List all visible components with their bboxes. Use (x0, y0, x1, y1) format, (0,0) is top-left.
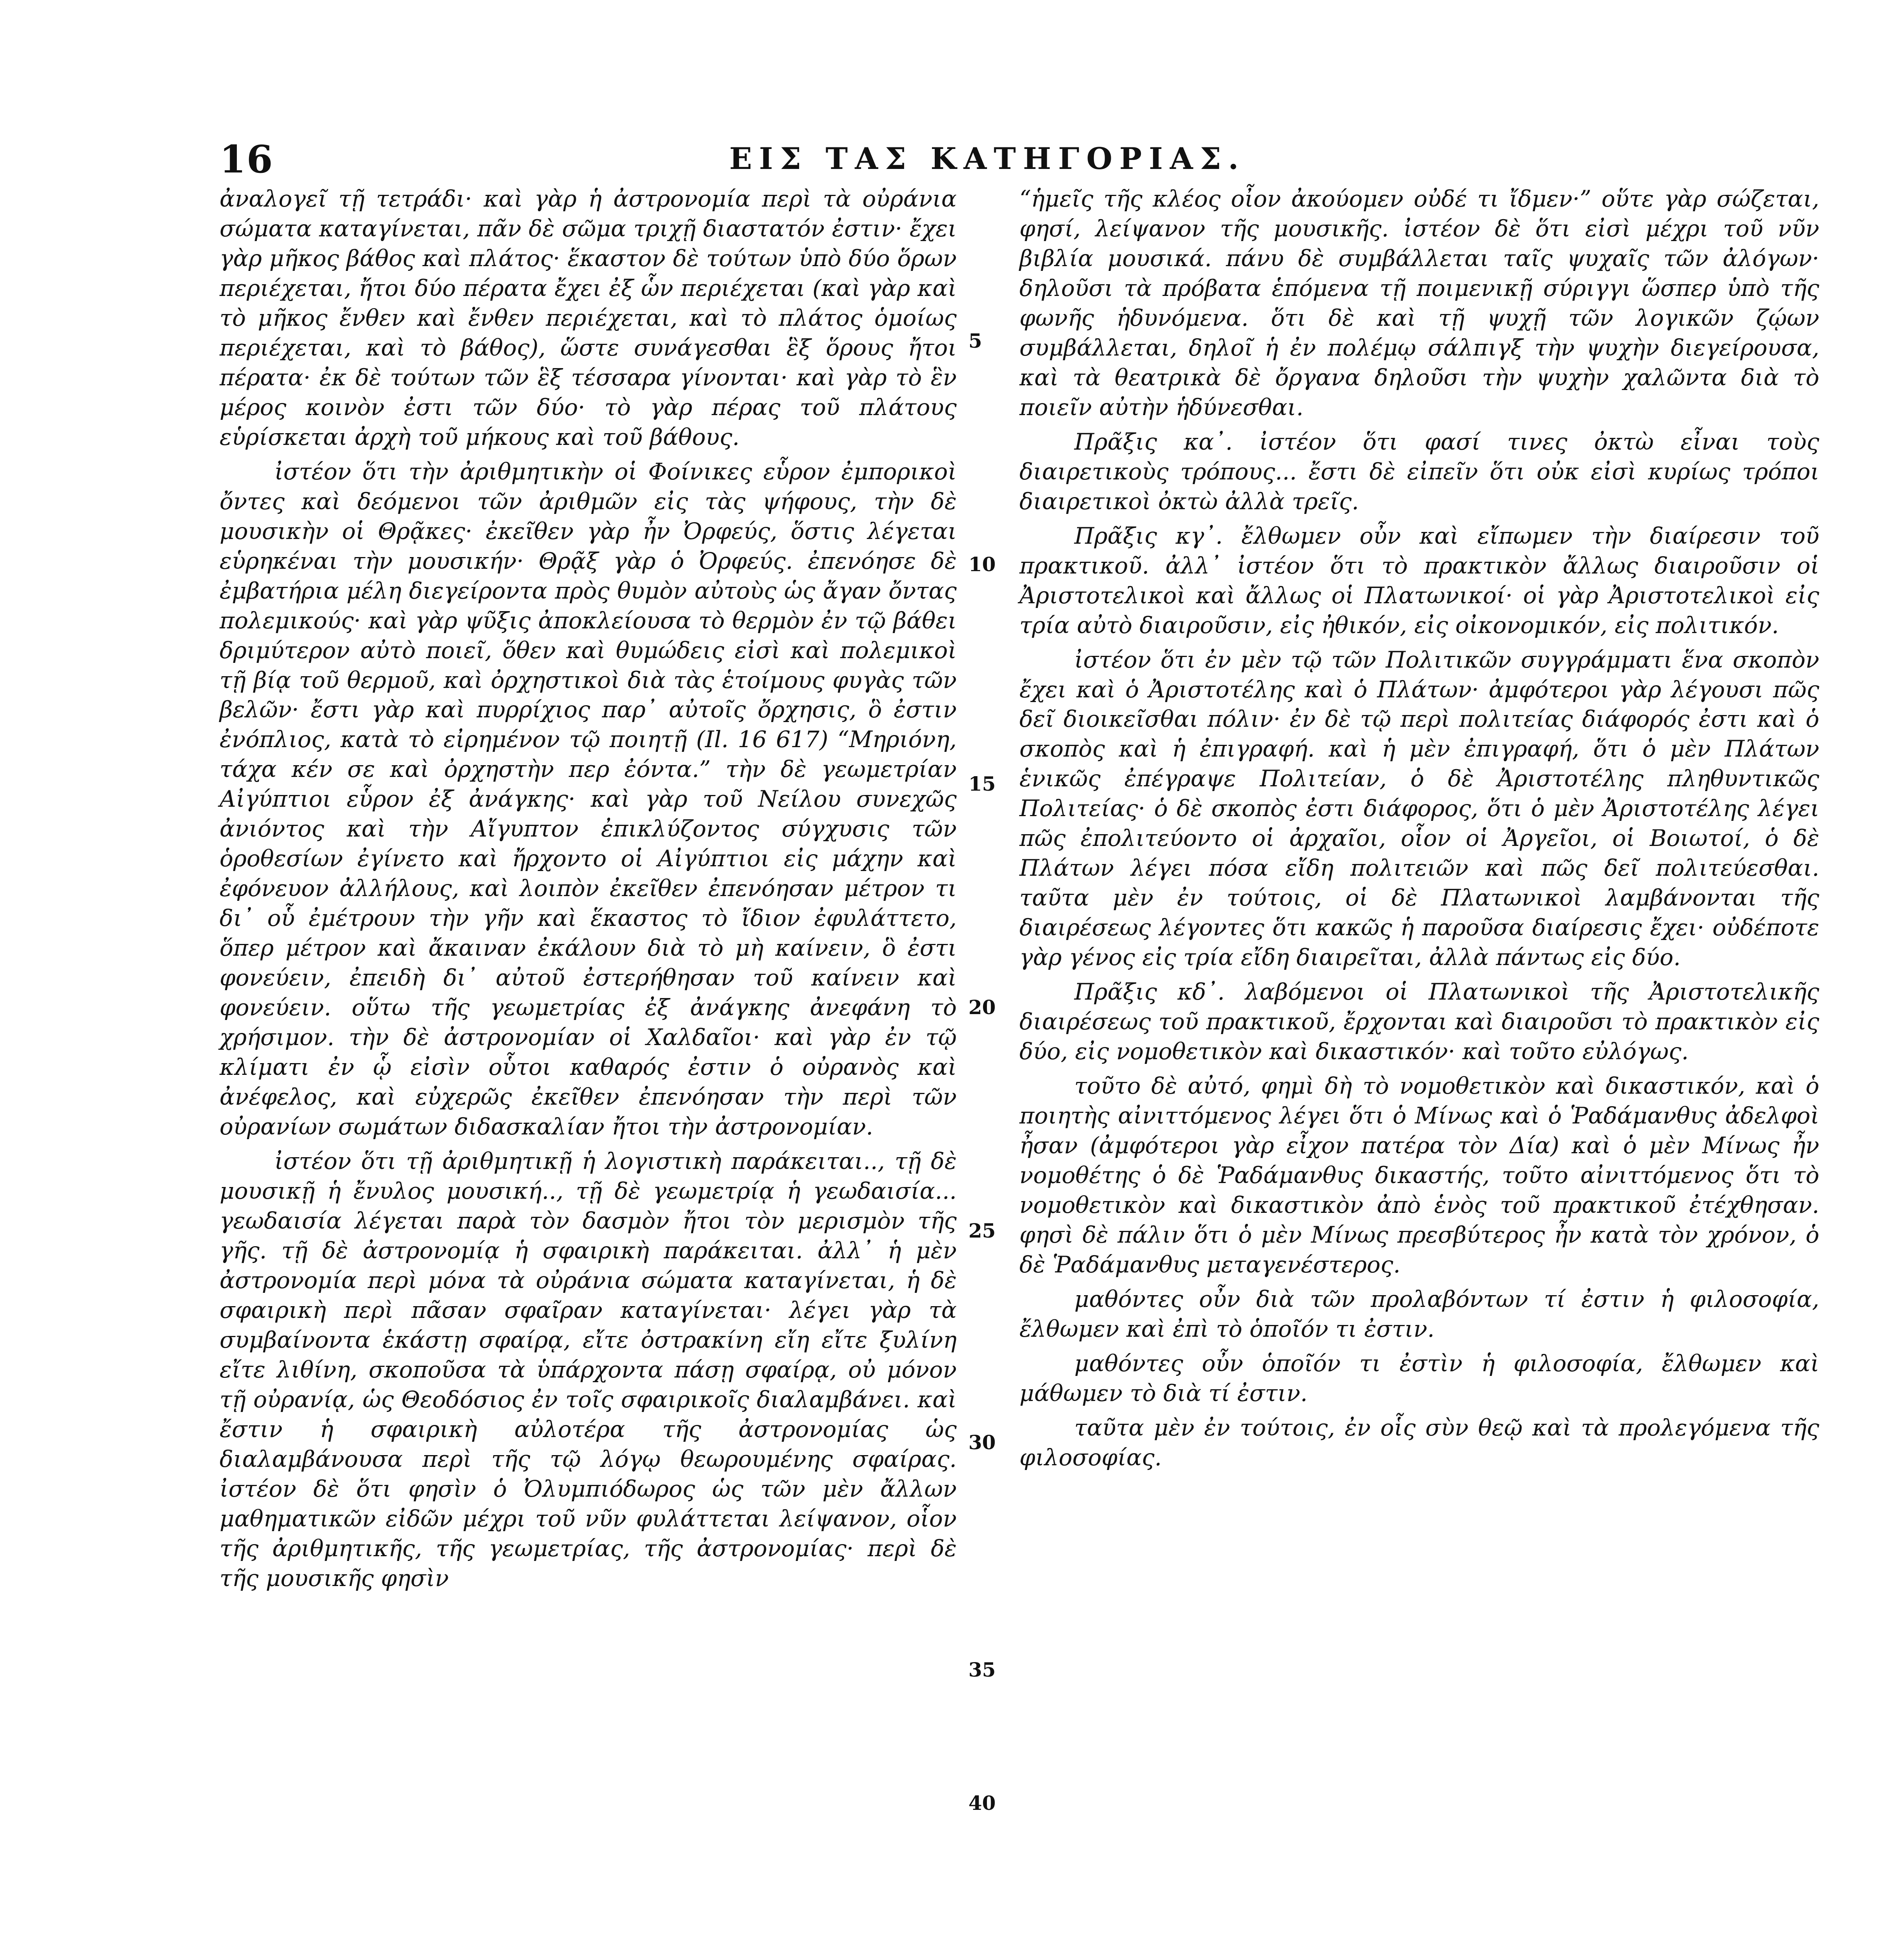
paragraph: ἰστέον ὅτι τῇ ἀριθμητικῇ ἡ λογιστικὴ παράκειται.., τῇ δὲ μουσικῇ ἡ ἔνυλος μουσική.., τῇ δὲ γεωμετρίᾳ ἡ γεωδαισία... γεωδαισία λέγεται παρὰ τὸν δασμὸν ἤτοι τὸν μερισμὸν τῆς γῆς. τῇ δὲ ἀστρονομίᾳ ἡ σφαιρικὴ παράκειται. ἀλλ᾽ ἡ μὲν ἀστρονομία περὶ μόνα τὰ οὐράνια σώματα καταγίνεται, ἡ δὲ σφαιρικὴ περὶ πᾶσαν σφαῖραν καταγίνεται· λέγει γὰρ τὰ συμβαίνοντα ἑκάστῃ σφαίρᾳ, εἴτε ὀστρακίνη εἴη εἴτε ξυλίνη εἴτε λιθίνη, σκοποῦσα τὰ ὑπάρχοντα πάσῃ σφαίρᾳ, οὐ μόνον τῇ οὐρανίᾳ, ὡς Θεοδόσιος ἐν τοῖς σφαιρικοῖς διαλαμβάνει. καὶ ἔστιν ἡ σφαιρικὴ αὐλοτέρα τῆς ἀστρονομίας ὡς διαλαμβάνουσα περὶ τῆς τῷ λόγῳ θεωρουμένης σφαίρας. ἰστέον δὲ ὅτι φησὶν ὁ Ὀλυμπιόδωρος ὡς τῶν μὲν ἄλλων μαθηματικῶν εἰδῶν μέχρι τοῦ νῦν φυλάττεται λείψανον, οἷον τῆς ἀριθμητικῆς, τῆς γεωμετρίας, τῆς ἀστρονομίας· περὶ δὲ τῆς μουσικῆς φησὶν (220, 1148, 957, 1592)
running-head: ΕΙΣ ΤΑΣ ΚΑΤΗΓΟΡΙΑΣ. (729, 141, 1246, 176)
line-number: 30 (968, 1431, 996, 1454)
line-number: 15 (968, 772, 996, 795)
page-number: 16 (220, 137, 274, 181)
left-column (220, 184, 957, 1598)
paragraph: ἰστέον ὅτι ἐν μὲν τῷ τῶν Πολιτικῶν συγγράμματι ἕνα σκοπὸν ἔχει καὶ ὁ Ἀριστοτέλης καὶ ὁ Πλάτων· ἀμφότεροι γὰρ λέγουσι πῶς δεῖ διοικεῖσθαι πόλιν· ἐν δὲ τῷ περὶ πολιτείας διάφορός ἐστι καὶ ὁ σκοπὸς καὶ ἡ ἐπιγραφή. καὶ ἡ μὲν ἐπιγραφή, ὅτι ὁ μὲν Πλάτων ἑνικῶς ἐπέγραψε Πολιτείαν, ὁ δὲ Ἀριστοτέλης πληθυντικῶς Πολιτείας· ὁ δὲ σκοπὸς ἐστι διάφορος, ὅτι ὁ μὲν Ἀριστοτέλης λέγει πῶς ἐπολιτεύοντο οἱ ἀρχαῖοι, οἷον οἱ Ἀργεῖοι, οἱ Βοιωτοί, ὁ δὲ Πλάτων λέγει πόσα εἴδη πολιτειῶν καὶ πῶς δεῖ πολιτεύεσθαι. ταῦτα μὲν ἐν τούτοις, οἱ δὲ Πλατωνικοὶ λαμβάνονται τῆς διαιρέσεως λέγοντες ὅτι κακῶς ἡ παροῦσα διαίρεσις ἔχει· οὐδέποτε γὰρ γένος εἰς τρία εἴδη διαιρεῖται, ἀλλὰ πάντως εἰς δύο. (1019, 646, 1819, 971)
right-column (1019, 184, 1819, 1477)
paragraph: ἀναλογεῖ τῇ τετράδι· καὶ γὰρ ἡ ἀστρονομία περὶ τὰ οὐράνια σώματα καταγίνεται, πᾶν δὲ σῶμα τριχῇ διαστατόν ἐστιν· ἔχει γὰρ μῆκος βάθος καὶ πλάτος· ἕκαστον δὲ τούτων ὑπὸ δύο ὅρων περιέχεται, ἤτοι δύο πέρατα ἔχει ἐξ ὧν περιέχεται (καὶ γὰρ καὶ τὸ μῆκος ἔνθεν καὶ ἔνθεν περιέχεται, καὶ τὸ πλάτος ὁμοίως περιέχεται, καὶ τὸ βάθος), ὥστε συνάγεσθαι ἓξ ὅρους ἤτοι πέρατα· ἐκ δὲ τούτων τῶν ἓξ τέσσαρα γίνονται· καὶ γὰρ τὸ ἓν μέρος κοινὸν ἐστι τῶν δύο· τὸ γὰρ πέρας τοῦ πλάτους εὑρίσκεται ἀρχὴ τοῦ μήκους καὶ τοῦ βάθους. (220, 185, 957, 450)
line-number: 35 (968, 1658, 996, 1681)
paragraph: Πρᾶξις κα᾽. ἰστέον ὅτι φασί τινες ὀκτὼ εἶναι τοὺς διαιρετικοὺς τρόπους... ἔστι δὲ εἰπεῖν ὅτι οὐκ εἰσὶ κυρίως τρόποι διαιρετικοὶ ὀκτὼ ἀλλὰ τρεῖς. (1019, 428, 1819, 515)
line-number: 20 (968, 996, 996, 1019)
paragraph: μαθόντες οὖν διὰ τῶν προλαβόντων τί ἐστιν ἡ φιλοσοφία, ἔλθωμεν καὶ ἐπὶ τὸ ὁποῖόν τι ἐστιν. (1019, 1285, 1819, 1342)
line-number: 5 (968, 329, 982, 352)
paragraph: Πρᾶξις κγ᾽. ἔλθωμεν οὖν καὶ εἴπωμεν τὴν διαίρεσιν τοῦ πρακτικοῦ. ἀλλ᾽ ἰστέον ὅτι τὸ πρακτικὸν ἄλλως διαιροῦσιν οἱ Ἀριστοτελικοὶ καὶ ἄλλως οἱ Πλατωνικοί· οἱ γὰρ Ἀριστοτελικοὶ εἰς τρία αὐτὸ διαιροῦσιν, εἰς ἠθικόν, εἰς οἰκονομικόν, εἰς πολιτικόν. (1019, 522, 1819, 639)
line-number: 10 (968, 553, 996, 576)
paragraph: ἰστέον ὅτι τὴν ἀριθμητικὴν οἱ Φοίνικες εὗρον ἐμπορικοὶ ὄντες καὶ δεόμενοι τῶν ἀριθμῶν εἰς τὰς ψήφους, τὴν δὲ μουσικὴν οἱ Θρᾷκες· ἐκεῖθεν γὰρ ἦν Ὀρφεύς, ὅστις λέγεται εὑρηκέναι τὴν μουσικήν· Θρᾷξ γὰρ ὁ Ὀρφεύς. ἐπενόησε δὲ ἐμβατήρια μέλη διεγείροντα πρὸς θυμὸν αὐτοὺς ὡς ἄγαν ὄντας πολεμικούς· καὶ γὰρ ψῦξις ἀποκλείουσα τὸ θερμὸν ἐν τῷ βάθει δριμύτερον αὐτὸ ποιεῖ, ὅθεν καὶ θυμώδεις εἰσὶ καὶ πολεμικοὶ τῇ βίᾳ τοῦ θερμοῦ, καὶ ὀρχηστικοὶ διὰ τὰς ἑτοίμους φυγὰς τῶν βελῶν· ἔστι γὰρ καὶ πυρρίχιος παρ᾽ αὐτοῖς ὄρχησις, ὃ ἐστιν ἐνόπλιος, κατὰ τὸ εἰρημένον τῷ ποιητῇ (Il. 16 617) “Μηριόνη, τάχα κέν σε καὶ ὀρχηστὴν περ ἐόντα.” τὴν δὲ γεωμετρίαν Αἰγύπτιοι εὗρον ἐξ ἀνάγκης· καὶ γὰρ τοῦ Νείλου συνεχῶς ἀνιόντος καὶ τὴν Αἴγυπτον ἐπικλύζοντος σύγχυσις τῶν ὁροθεσίων ἐγίνετο καὶ ἤρχοντο οἱ Αἰγύπτιοι εἰς μάχην καὶ ἐφόνευον ἀλλήλους, καὶ λοιπὸν ἐκεῖθεν ἐπενόησαν μέτρον τι δι᾽ οὗ ἐμέτρουν τὴν γῆν καὶ ἕκαστος τὸ ἴδιον ἐφυλάττετο, ὅπερ μέτρον καὶ ἄκαιναν ἐκάλουν διὰ τὸ μὴ καίνειν, ὃ ἐστι φονεύειν, ἐπειδὴ δι᾽ αὐτοῦ ἐστερήθησαν τοῦ καίνειν καὶ φονεύειν. οὕτω τῆς γεωμετρίας ἐξ ἀνάγκης ἀνεφάνη τὸ χρήσιμον. τὴν δὲ ἀστρονομίαν οἱ Χαλδαῖοι· καὶ γὰρ ἐν τῷ κλίματι ἐν ᾧ εἰσὶν οὗτοι καθαρός ἐστιν ὁ οὐρανὸς καὶ ἀνέφελος, καὶ εὐχερῶς ἐκεῖθεν ἐπενόησαν τὴν περὶ τῶν οὐρανίων σωμάτων διδασκαλίαν ἤτοι τὴν ἀστρονομίαν. (220, 458, 957, 1140)
paragraph: “ἡμεῖς τῆς κλέος οἶον ἀκούομεν οὐδέ τι ἴδμεν·” οὕτε γὰρ σώζεται, φησί, λείψανον τῆς μουσικῆς. ἰστέον δὲ ὅτι εἰσὶ μέχρι τοῦ νῦν βιβλία μουσικά. πάνυ δὲ συμβάλλεται ταῖς ψυχαῖς τῶν ἀλόγων· δηλοῦσι τὰ πρόβατα ἑπόμενα τῇ ποιμενικῇ σύριγγι ὥσπερ ὑπὸ τῆς φωνῆς ἡδυνόμενα. ὅτι δὲ καὶ τῇ ψυχῇ τῶν λογικῶν ζῴων συμβάλλεται, δηλοῖ ἡ ἐν πολέμῳ σάλπιγξ τὴν ψυχὴν διεγείρουσα, καὶ τὰ θεατρικὰ δὲ ὄργανα δηλοῦσι τὴν ψυχὴν χαλῶντα διὰ τὸ ποιεῖν αὐτὴν ἡδύνεσθαι. (1019, 185, 1819, 421)
paragraph: τοῦτο δὲ αὐτό, φημὶ δὴ τὸ νομοθετικὸν καὶ δικαστικόν, καὶ ὁ ποιητὴς αἰνιττόμενος λέγει ὅτι ὁ Μίνως καὶ ὁ Ῥαδάμανθυς ἀδελφοὶ ἦσαν (ἀμφότεροι γὰρ εἶχον πατέρα τὸν Δία) καὶ ὁ μὲν Μίνως ἦν νομοθέτης ὁ δὲ Ῥαδάμανθυς δικαστής, τοῦτο αἰνιττόμενος ὅτι τὸ νομοθετικὸν καὶ δικαστικὸν ἀπὸ ἑνὸς τοῦ πρακτικοῦ ἐτέχθησαν. φησὶ δὲ πάλιν ὅτι ὁ μὲν Μίνως πρεσβύτερος ἦν κατὰ τὸν χρόνον, ὁ δὲ Ῥαδάμανθυς μεταγενέστερος. (1019, 1073, 1819, 1278)
paragraph: ταῦτα μὲν ἐν τούτοις, ἐν οἷς σὺν θεῷ καὶ τὰ προλεγόμενα τῆς φιλοσοφίας. (1019, 1414, 1819, 1471)
line-number: 40 (968, 1791, 996, 1815)
paragraph: μαθόντες οὖν ὁποῖόν τι ἐστὶν ἡ φιλοσοφία, ἔλθωμεν καὶ μάθωμεν τὸ διὰ τί ἐστιν. (1019, 1350, 1819, 1406)
line-number: 25 (968, 1219, 996, 1242)
paragraph: Πρᾶξις κδ᾽. λαβόμενοι οἱ Πλατωνικοὶ τῆς Ἀριστοτελικῆς διαιρέσεως τοῦ πρακτικοῦ, ἔρχονται καὶ διαιροῦσι τὸ πρακτικὸν εἰς δύο, εἰς νομοθετικὸν καὶ δικαστικόν· καὶ τοῦτο εὐλόγως. (1019, 978, 1819, 1065)
page-header (220, 137, 1827, 192)
